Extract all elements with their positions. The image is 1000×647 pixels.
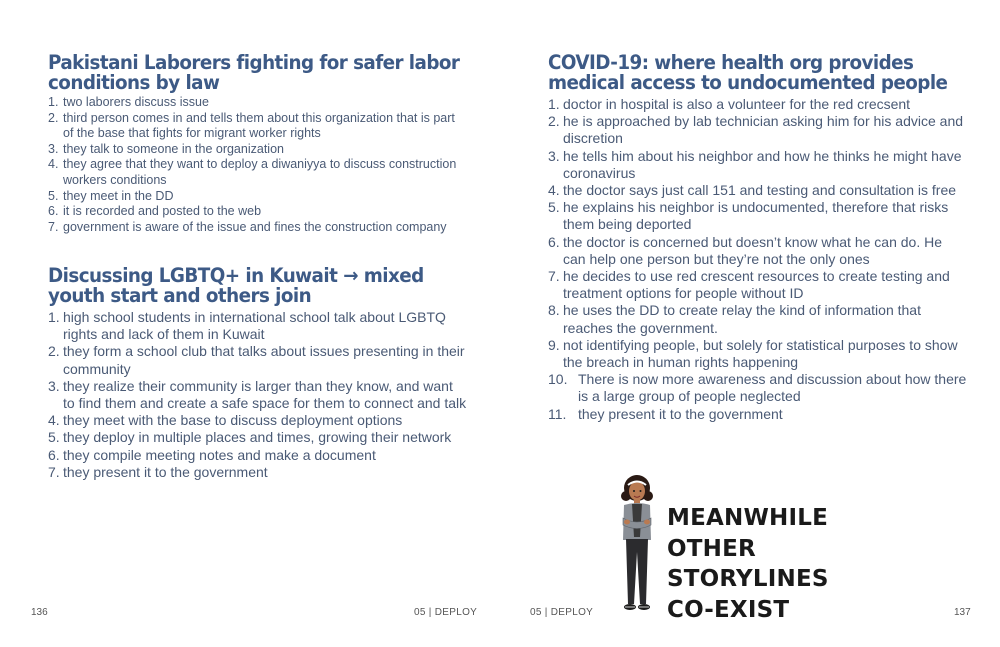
list-item bbox=[48, 111, 468, 142]
item-text: they compile meeting notes and make a document bbox=[63, 446, 376, 463]
item-number: 3. bbox=[48, 377, 60, 394]
item-text: third person comes in and tells them about this organization that is part of the base that fights for migrant worker rights bbox=[63, 110, 455, 141]
item-number: 6. bbox=[48, 204, 59, 219]
item-number: 7. bbox=[48, 463, 60, 480]
callout-line: OTHER bbox=[667, 535, 756, 562]
item-number: 3. bbox=[48, 141, 59, 156]
section-title bbox=[548, 51, 948, 94]
item-number: 6. bbox=[548, 233, 560, 250]
list-item bbox=[548, 406, 968, 423]
section-lgbtq-kuwait bbox=[48, 266, 468, 481]
section-title bbox=[48, 266, 443, 306]
right-page bbox=[500, 0, 1000, 647]
item-number: 6. bbox=[48, 446, 60, 463]
item-number: 8. bbox=[548, 302, 560, 319]
section-title-line: conditions by law bbox=[48, 71, 220, 94]
item-number: 3. bbox=[548, 147, 560, 164]
list-item bbox=[48, 412, 468, 429]
list-item bbox=[548, 96, 968, 113]
item-text: he is approached by lab technician asking him for his advice and discretion bbox=[563, 113, 964, 147]
steps-list bbox=[48, 309, 468, 481]
list-item bbox=[548, 302, 968, 336]
item-text: he uses the DD to create relay the kind of information that reaches the government. bbox=[563, 302, 921, 336]
character-illustration bbox=[613, 474, 663, 618]
list-item bbox=[48, 204, 468, 220]
section-title-line: Pakistani Laborers fighting for safer labor bbox=[48, 51, 460, 74]
item-text: the doctor says just call 151 and testing and consultation is free bbox=[563, 182, 957, 199]
item-text: they form a school club that talks about issues presenting in their community bbox=[63, 343, 465, 377]
chapter-label: 05 | DEPLOY bbox=[530, 607, 594, 618]
item-text: they present it to the government bbox=[63, 463, 268, 480]
item-text: government is aware of the issue and fines the construction company bbox=[63, 219, 447, 234]
item-text: they meet with the base to discuss deployment options bbox=[63, 412, 403, 429]
list-item bbox=[48, 464, 468, 481]
item-text: There is now more awareness and discussion about how there is a large group of people neglected bbox=[578, 371, 967, 405]
item-text: they present it to the government bbox=[578, 405, 783, 422]
item-text: he tells him about his neighbor and how he thinks he might have coronavirus bbox=[563, 147, 962, 181]
item-number: 4. bbox=[48, 412, 60, 429]
list-item bbox=[48, 429, 468, 446]
item-text: he decides to use red crescent resources to create testing and treatment options for people without ID bbox=[563, 268, 950, 302]
list-item bbox=[548, 199, 968, 233]
section-title-line: medical access to undocumented people bbox=[548, 71, 948, 94]
item-text: he explains his neighbor is undocumented, therefore that risks them being deported bbox=[563, 199, 949, 233]
section-title bbox=[48, 51, 460, 94]
callout-line: MEANWHILE bbox=[667, 505, 828, 531]
item-text: the doctor is concerned but doesn’t know what he can do. He can help one person but they’re not the only ones bbox=[563, 233, 943, 267]
section-title-line: Discussing LGBTQ+ in Kuwait → mixed bbox=[48, 264, 424, 287]
item-number: 1. bbox=[48, 95, 59, 109]
item-number: 7. bbox=[548, 268, 560, 285]
callout-line: STORYLINES bbox=[667, 566, 829, 592]
list-item bbox=[548, 113, 968, 147]
item-text: they realize their community is larger than they know, and want to find them and create a safe space for them to connect and talk bbox=[63, 377, 467, 412]
chapter-label: 05 | DEPLOY bbox=[414, 607, 478, 618]
item-number: 7. bbox=[48, 219, 59, 234]
item-text: not identifying people, but solely for statistical purposes to show the breach in human rights happening bbox=[563, 336, 958, 371]
page-number: 136 bbox=[31, 607, 48, 618]
item-number: 5. bbox=[48, 188, 59, 203]
list-item bbox=[48, 343, 468, 377]
steps-list bbox=[548, 96, 968, 423]
list-item bbox=[548, 148, 968, 182]
list-item bbox=[548, 268, 968, 302]
item-text: they meet in the DD bbox=[63, 188, 174, 203]
list-item bbox=[48, 220, 468, 236]
item-number: 5. bbox=[48, 429, 60, 446]
item-number: 4. bbox=[548, 182, 560, 199]
item-number: 11. bbox=[548, 405, 567, 422]
item-number: 10. bbox=[548, 371, 568, 388]
section-title-line: youth start and others join bbox=[48, 284, 312, 307]
item-number: 1. bbox=[548, 96, 560, 112]
item-number: 2. bbox=[548, 113, 560, 130]
item-text: they talk to someone in the organization bbox=[63, 141, 284, 156]
item-number: 5. bbox=[548, 199, 560, 216]
list-item bbox=[48, 157, 468, 188]
section-pakistani-laborers bbox=[48, 53, 468, 235]
section-covid-19 bbox=[548, 53, 968, 423]
list-item bbox=[48, 447, 468, 464]
item-number: 1. bbox=[48, 309, 60, 325]
list-item bbox=[48, 95, 468, 111]
callout-text bbox=[667, 503, 829, 625]
list-item bbox=[548, 182, 968, 199]
section-title-line: COVID-19: where health org provides bbox=[548, 51, 914, 74]
list-item bbox=[48, 309, 468, 343]
list-item bbox=[548, 234, 968, 268]
item-number: 9. bbox=[548, 336, 560, 353]
page-number: 137 bbox=[954, 607, 971, 618]
item-number: 2. bbox=[48, 110, 59, 125]
list-item bbox=[48, 378, 468, 412]
list-item bbox=[48, 142, 468, 158]
callout-line: CO-EXIST bbox=[667, 596, 790, 623]
item-text: they deploy in multiple places and times, growing their network bbox=[63, 429, 452, 446]
list-item bbox=[48, 189, 468, 205]
steps-list bbox=[48, 95, 468, 235]
item-text: high school students in international school talk about LGBTQ rights and lack of them in Kuwait bbox=[63, 309, 446, 343]
item-text: doctor in hospital is also a volunteer for the red crecsent bbox=[563, 96, 911, 112]
item-number: 4. bbox=[48, 157, 59, 172]
list-item bbox=[548, 371, 968, 405]
item-text: it is recorded and posted to the web bbox=[63, 204, 262, 219]
list-item bbox=[548, 337, 968, 371]
item-text: two laborers discuss issue bbox=[63, 95, 209, 109]
item-text: they agree that they want to deploy a diwaniyya to discuss construction workers conditions bbox=[63, 157, 457, 187]
item-number: 2. bbox=[48, 343, 60, 360]
